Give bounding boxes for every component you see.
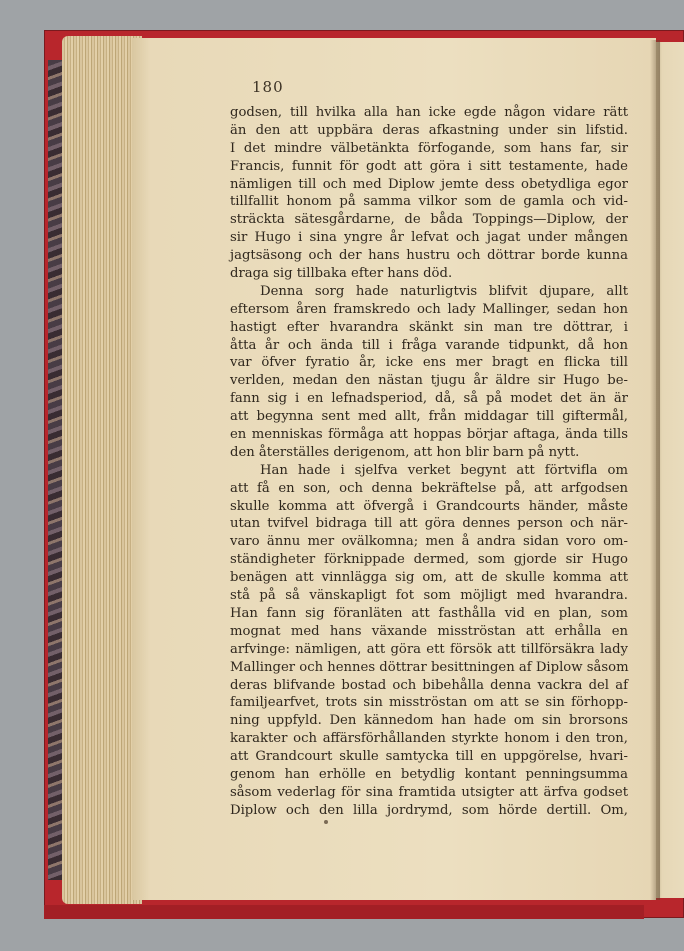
text-line: Mallinger och hennes döttrar besittningen af Diplow såsom — [230, 659, 629, 675]
text-line: skulle komma att öfvergå i Grandcourts händer, måste — [230, 498, 628, 514]
text-line: verlden, medan den nästan tjugu år äldre sir Hugo be- — [230, 373, 628, 389]
text-line: sträckta sätesgårdarne, de båda Toppings—Diplow, der — [230, 212, 628, 228]
text-line: Han fann sig föranläten att fasthålla vid en plan, som — [230, 605, 628, 621]
body-text — [230, 104, 628, 820]
text-line: var öfver fyratio år, icke ens mer bragt en flicka till — [230, 355, 628, 371]
text-line: än den att uppbära deras afkastning under sin lifstid. — [230, 122, 628, 138]
text-line: draga sig tillbaka efter hans död. — [230, 266, 453, 282]
text-line: stå på så vänskapligt fot som möjligt med hvarandra. — [230, 588, 628, 604]
text-line: åtta år och ända till i fråga varande tidpunkt, då hon — [230, 337, 628, 353]
text-line: Denna sorg hade naturligtvis blifvit djupare, allt — [260, 283, 628, 299]
text-line: att begynna sent med allt, från middagar till giftermål, — [230, 409, 628, 425]
text-line: Diplow och den lilla jordrymd, som hörde dertill. Om, — [230, 802, 628, 818]
text-line: ständigheter förknippade dermed, som gjorde sir Hugo — [230, 552, 628, 568]
text-line: jagtsäsong och der hans hustru och döttrar borde kunna — [230, 248, 628, 264]
text-line: tillfallit honom på samma vilkor som de gamla och vid- — [230, 194, 628, 210]
text-line: karakter och affärsförhållanden styrkte honom i den tron, — [230, 731, 628, 747]
text-line: benägen att vinnlägga sig om, att de skulle komma att — [230, 570, 628, 586]
text-line: att Grandcourt skulle samtycka till en uppgörelse, hvari- — [230, 749, 628, 765]
text-line: godsen, till hvilka alla han icke egde någon vidare rätt — [230, 105, 628, 120]
facing-page — [656, 42, 684, 898]
text-line: familjearfvet, trots sin misströstan om att se sin förhopp- — [230, 695, 628, 711]
gutter-shadow — [650, 40, 660, 900]
text-line: sir Hugo i sina yngre år lefvat och jagat under mången — [230, 230, 628, 246]
text-line: såsom vederlag för sina framtida utsigter att ärfva godset — [230, 784, 628, 800]
text-line: genom han erhölle en betydlig kontant penningsumma — [230, 766, 628, 782]
text-line: eftersom åren framskredo och lady Mallinger, sedan hon — [230, 301, 628, 317]
text-line: hastigt efter hvarandra skänkt sin man tre döttrar, i — [230, 319, 628, 335]
book-cover-edge — [44, 905, 644, 919]
text-line: nämligen till och med Diplow jemte dess obetydliga egor — [230, 176, 628, 192]
text-line: fann sig i en lefnadsperiod, då, så på modet det än är — [230, 391, 628, 407]
text-line: arfvinge: nämligen, att göra ett försök att tillförsäkra lady — [230, 641, 628, 657]
text-line: ning uppfyld. Den kännedom han hade om sin brorsons — [230, 713, 628, 729]
ink-speck — [324, 820, 328, 824]
page-edges — [62, 36, 142, 904]
page-number: 180 — [252, 78, 284, 96]
text-line: utan tvifvel bidraga till att göra dennes person och när- — [230, 516, 628, 532]
text-line: deras blifvande bostad och bibehålla denna vackra del af — [230, 677, 628, 693]
text-line: Han hade i sjelfva verket begynt att förtvifla om — [260, 462, 628, 478]
text-line: en menniskas förmåga att hoppas börjar aftaga, ända tills — [230, 427, 628, 443]
text-line: Francis, funnit för godt att göra i sitt testamente, hade — [230, 158, 628, 174]
text-line: varo ännu mer ovälkomna; men å andra sidan voro om- — [230, 534, 628, 550]
text-line: att få en son, och denna bekräftelse på, att arfgodsen — [230, 480, 628, 496]
text-line: den återställes derigenom, att hon blir barn på nytt. — [230, 444, 580, 460]
text-line: mognat med hans växande misströstan att erhålla en — [230, 623, 628, 639]
text-line: I det mindre välbetänkta förfogande, som hans far, sir — [230, 140, 628, 156]
